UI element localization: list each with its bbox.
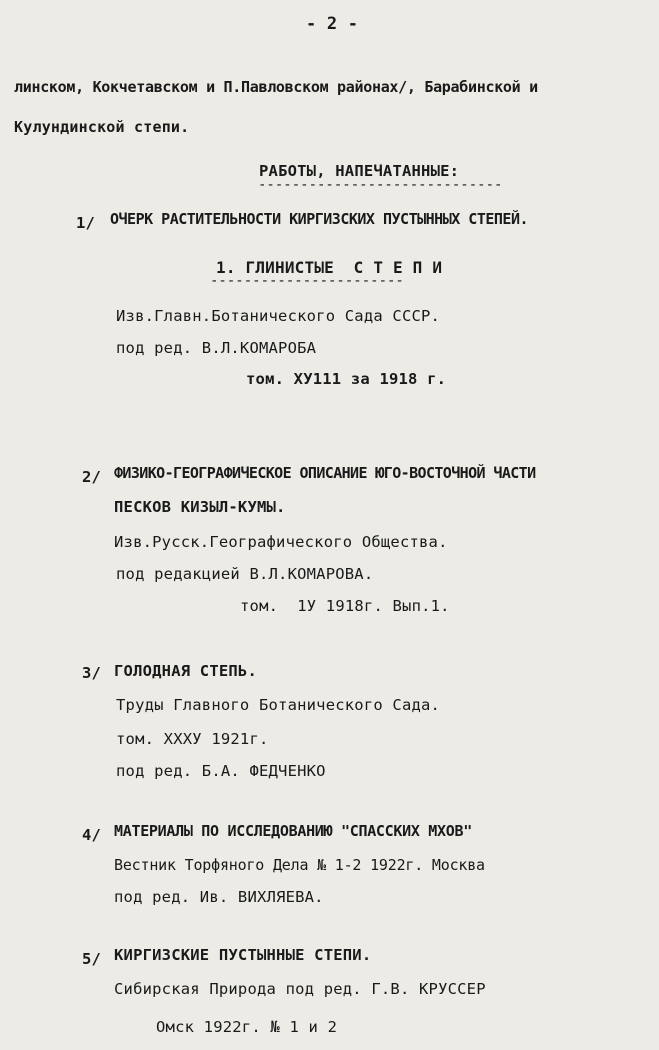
work-4-line-1: Вестник Торфяного Дела № 1-2 1922г. Москва	[114, 856, 485, 874]
work-1-line-1: Изв.Главн.Ботанического Сада СССР.	[116, 307, 441, 325]
work-3-line-3: под ред. Б.А. ФЕДЧЕНКО	[116, 762, 326, 780]
work-5-title: КИРГИЗСКИЕ ПУСТЫННЫЕ СТЕПИ.	[114, 946, 372, 964]
page-number: - 2 -	[306, 14, 359, 34]
work-1-subtitle: 1. ГЛИНИСТЫЕ С Т Е П И	[216, 258, 443, 277]
work-2-title-line-2: ПЕСКОВ КИЗЫЛ-КУМЫ.	[114, 498, 286, 516]
work-1-line-2: под ред. В.Л.КОМАРОБА	[116, 339, 317, 357]
work-5-number: 5/	[82, 950, 102, 968]
work-3-line-1: Труды Главного Ботанического Сада.	[116, 696, 441, 714]
work-4-line-2: под ред. Ив. ВИХЛЯЕВА.	[114, 888, 324, 906]
continuation-line-2: Кулундинской степи.	[14, 118, 190, 136]
work-2-line-3: том. 1У 1918г. Вып.1.	[240, 597, 450, 615]
work-2-number: 2/	[82, 468, 102, 486]
work-5-line-2: Омск 1922г. № 1 и 2	[156, 1018, 338, 1036]
section-heading: РАБОТЫ, НАПЕЧАТАННЫЕ:	[259, 162, 460, 180]
work-1-number: 1/	[76, 214, 96, 232]
work-2-title: ФИЗИКО-ГЕОГРАФИЧЕСКОЕ ОПИСАНИЕ ЮГО-ВОСТОЧНОЙ ЧАСТИ	[114, 464, 536, 482]
work-2-line-2: под редакцией В.Л.КОМАРОВА.	[116, 565, 374, 583]
work-1-subtitle-underline: -----------------------	[210, 273, 404, 289]
work-5-line-1: Сибирская Природа под ред. Г.В. КРУССЕР	[114, 980, 486, 998]
work-4-title: МАТЕРИАЛЫ ПО ИССЛЕДОВАНИЮ "СПАССКИХ МХОВ"	[114, 822, 472, 840]
work-3-title: ГОЛОДНАЯ СТЕПЬ.	[114, 662, 257, 680]
work-1-line-3: том. ХУ111 за 1918 г.	[246, 370, 447, 388]
work-1-title: ОЧЕРК РАСТИТЕЛЬНОСТИ КИРГИЗСКИХ ПУСТЫННЫХ СТЕПЕЙ.	[110, 210, 529, 228]
section-heading-underline: -----------------------------	[258, 177, 503, 193]
work-3-number: 3/	[82, 664, 102, 682]
work-4-number: 4/	[82, 826, 102, 844]
continuation-line-1: линском, Кокчетавском и П.Павловском районах/, Барабинской и	[14, 78, 538, 96]
work-3-line-2: том. ХХХУ 1921г.	[116, 730, 269, 748]
work-2-line-1: Изв.Русск.Географического Общества.	[114, 533, 448, 551]
